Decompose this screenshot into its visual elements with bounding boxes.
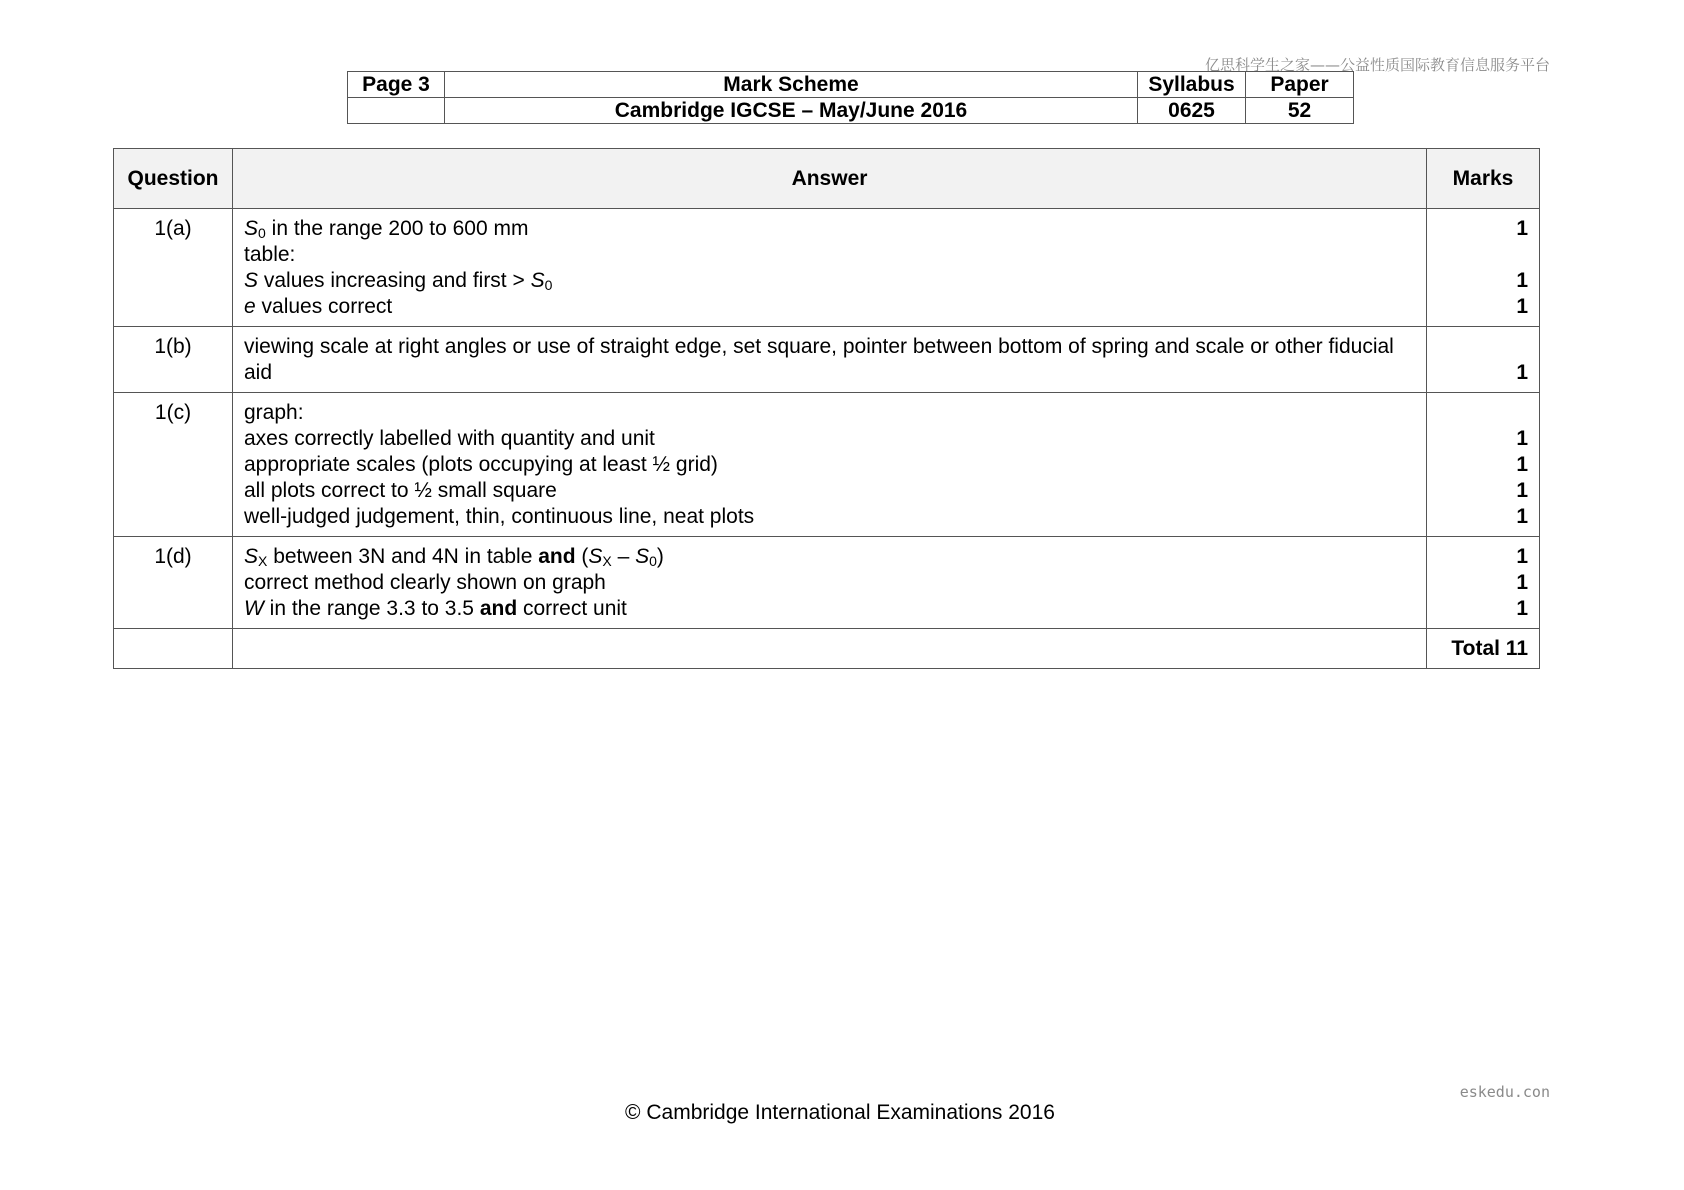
total-empty-answer xyxy=(233,629,1427,669)
marks-cell xyxy=(1427,393,1540,537)
answer-cell xyxy=(233,209,1427,327)
answer-line: table: xyxy=(244,243,296,266)
mark-value: 1 xyxy=(1516,269,1528,292)
mark-value: 1 xyxy=(1516,545,1528,568)
header-row-1 xyxy=(348,72,1354,98)
mark-value: 1 xyxy=(1516,571,1528,594)
answer-cell xyxy=(233,393,1427,537)
total-marks: Total 11 xyxy=(1427,629,1540,669)
mark-value: 1 xyxy=(1516,361,1528,384)
table-row-1c xyxy=(114,393,1540,537)
mark-value: 1 xyxy=(1516,427,1528,450)
marks-cell xyxy=(1427,327,1540,393)
mark-value: 1 xyxy=(1516,453,1528,476)
header-table xyxy=(347,71,1354,124)
mark-value: 1 xyxy=(1516,295,1528,318)
header-page: Page 3 xyxy=(348,72,445,98)
watermark-top: 亿思科学生之家——公益性质国际教育信息服务平台 xyxy=(1204,56,1550,74)
column-marks: Marks xyxy=(1427,149,1540,209)
answer-line: appropriate scales (plots occupying at least ½ grid) xyxy=(244,453,718,476)
answer-line: viewing scale at right angles or use of straight edge, set square, pointer between bottom of spring and scale or other fiducial aid xyxy=(244,335,1394,384)
question-cell: 1(c) xyxy=(114,393,233,537)
answer-line: S values increasing and first > $S_0$ xyxy=(244,269,553,293)
mark-value: 1 xyxy=(1516,597,1528,620)
header-syllabus: 0625 xyxy=(1138,98,1246,124)
answer-line: $S_X$ between 3N and 4N in table and $(S_X - S_0)$ xyxy=(244,545,664,569)
answer-cell xyxy=(233,537,1427,629)
marks-cell xyxy=(1427,537,1540,629)
column-header-row xyxy=(114,149,1540,209)
header-paper-label: Paper xyxy=(1246,72,1354,98)
table-row-1a xyxy=(114,209,1540,327)
header-empty-cell xyxy=(348,98,445,124)
mark-value: 1 xyxy=(1516,505,1528,528)
header-row-2 xyxy=(348,98,1354,124)
header-title: Mark Scheme xyxy=(445,72,1138,98)
mark-scheme-table xyxy=(113,148,1540,669)
total-row xyxy=(114,629,1540,669)
column-question: Question xyxy=(114,149,233,209)
answer-line: W in the range 3.3 to 3.5 and correct unit xyxy=(244,597,627,620)
question-cell: 1(d) xyxy=(114,537,233,629)
answer-cell xyxy=(233,327,1427,393)
question-cell: 1(b) xyxy=(114,327,233,393)
answer-line: graph: xyxy=(244,401,304,424)
total-empty-question xyxy=(114,629,233,669)
watermark-bottom: eskedu.con xyxy=(1459,1083,1550,1101)
answer-line: $S_0$ in the range 200 to 600 mm xyxy=(244,217,529,241)
header-paper: 52 xyxy=(1246,98,1354,124)
answer-line: axes correctly labelled with quantity and unit xyxy=(244,427,655,450)
question-cell: 1(a) xyxy=(114,209,233,327)
mark-value: 1 xyxy=(1516,479,1528,502)
table-row-1d xyxy=(114,537,1540,629)
answer-line: well-judged judgement, thin, continuous line, neat plots xyxy=(244,505,755,528)
marks-cell xyxy=(1427,209,1540,327)
header-syllabus-label: Syllabus xyxy=(1138,72,1246,98)
answer-line: e values correct xyxy=(244,295,393,318)
answer-line: correct method clearly shown on graph xyxy=(244,571,606,594)
column-answer: Answer xyxy=(233,149,1427,209)
footer-copyright: © Cambridge International Examinations 2016 xyxy=(625,1101,1055,1124)
mark-value: 1 xyxy=(1516,217,1528,240)
answer-line: all plots correct to ½ small square xyxy=(244,479,557,502)
header-exam: Cambridge IGCSE – May/June 2016 xyxy=(445,98,1138,124)
table-row-1b xyxy=(114,327,1540,393)
